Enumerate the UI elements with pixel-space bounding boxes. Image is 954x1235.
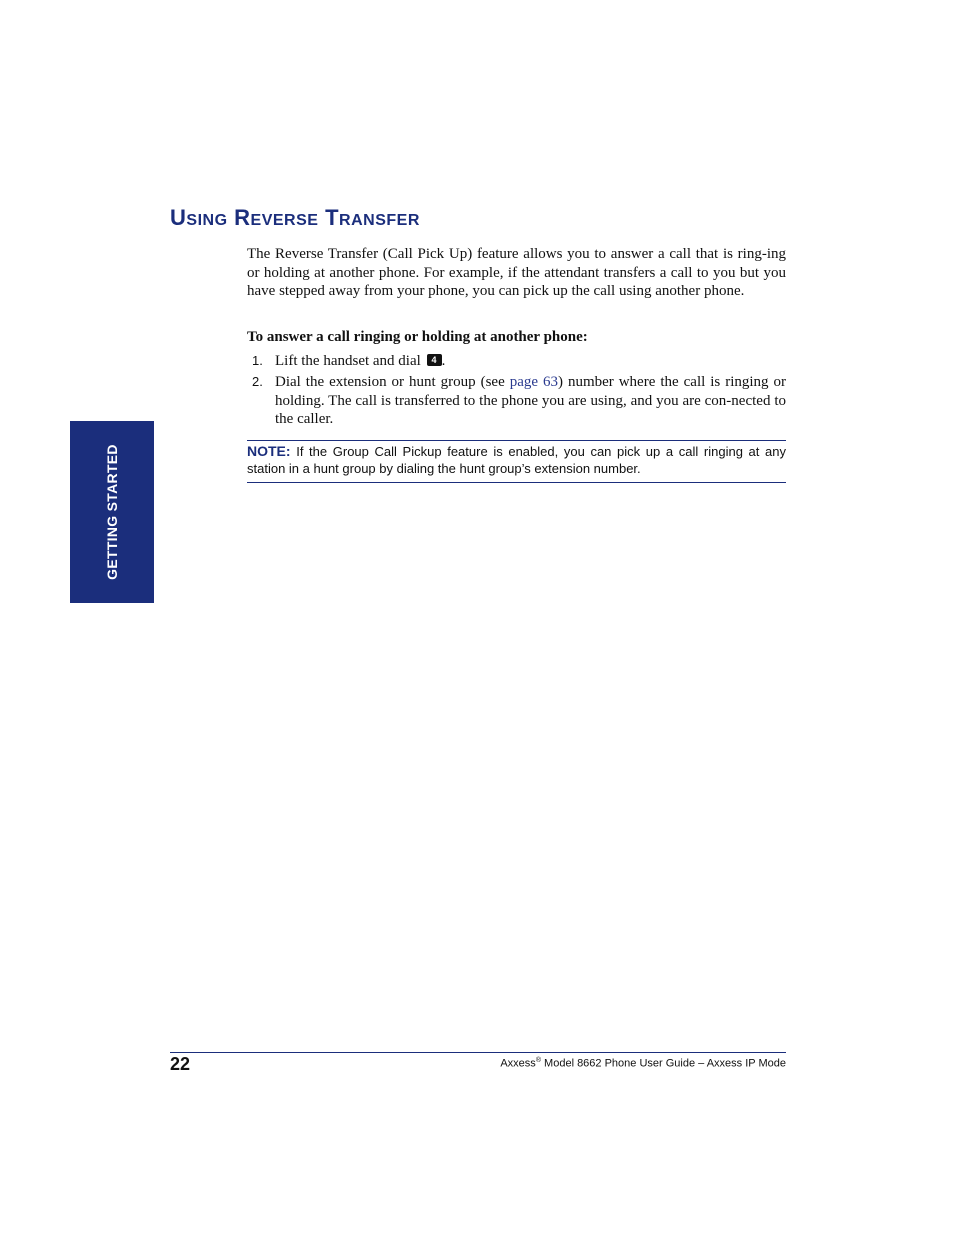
footer-title: Axxess® Model 8662 Phone User Guide – Axxess IP Mode [500, 1057, 786, 1070]
step-text-continued: ) number where the call is ringing or holding. The call is transferred to the phone you are using, and you are con-nected to the caller. [275, 374, 786, 428]
procedure-title: To answer a call ringing or holding at another phone: [247, 329, 588, 345]
side-tab-label: GETTING STARTED [104, 444, 120, 580]
side-tab [70, 421, 154, 603]
note-label: NOTE: [247, 443, 291, 459]
step-number: 2. [252, 374, 263, 389]
footer-divider [170, 1052, 786, 1053]
page-number: 22 [170, 1054, 191, 1074]
note-text: If the Group Call Pickup feature is enabled, you can pick up a call ringing at any station in a hunt group by dialing the hunt group’s extension number. [247, 444, 786, 476]
step-2 [247, 373, 786, 429]
note-box [247, 440, 786, 483]
step-number: 1. [252, 353, 263, 368]
step-text: Dial the extension or hunt group (see [275, 374, 505, 390]
intro-paragraph: The Reverse Transfer (Call Pick Up) feature allows you to answer a call that is ring-ing or holding at another phone. For example, if the attendant transfers a call to you but you have stepped away from your phone, you can pick up the call using another phone. [247, 246, 786, 300]
dialpad-key-4: 4 [427, 354, 442, 366]
step-text: Lift the handset and dial [275, 353, 421, 369]
step-1: 1. Lift the handset and dial 4 . [252, 353, 446, 369]
page-link[interactable]: page 63 [509, 374, 558, 390]
section-heading: USING REVERSE TRANSFER [170, 205, 420, 230]
